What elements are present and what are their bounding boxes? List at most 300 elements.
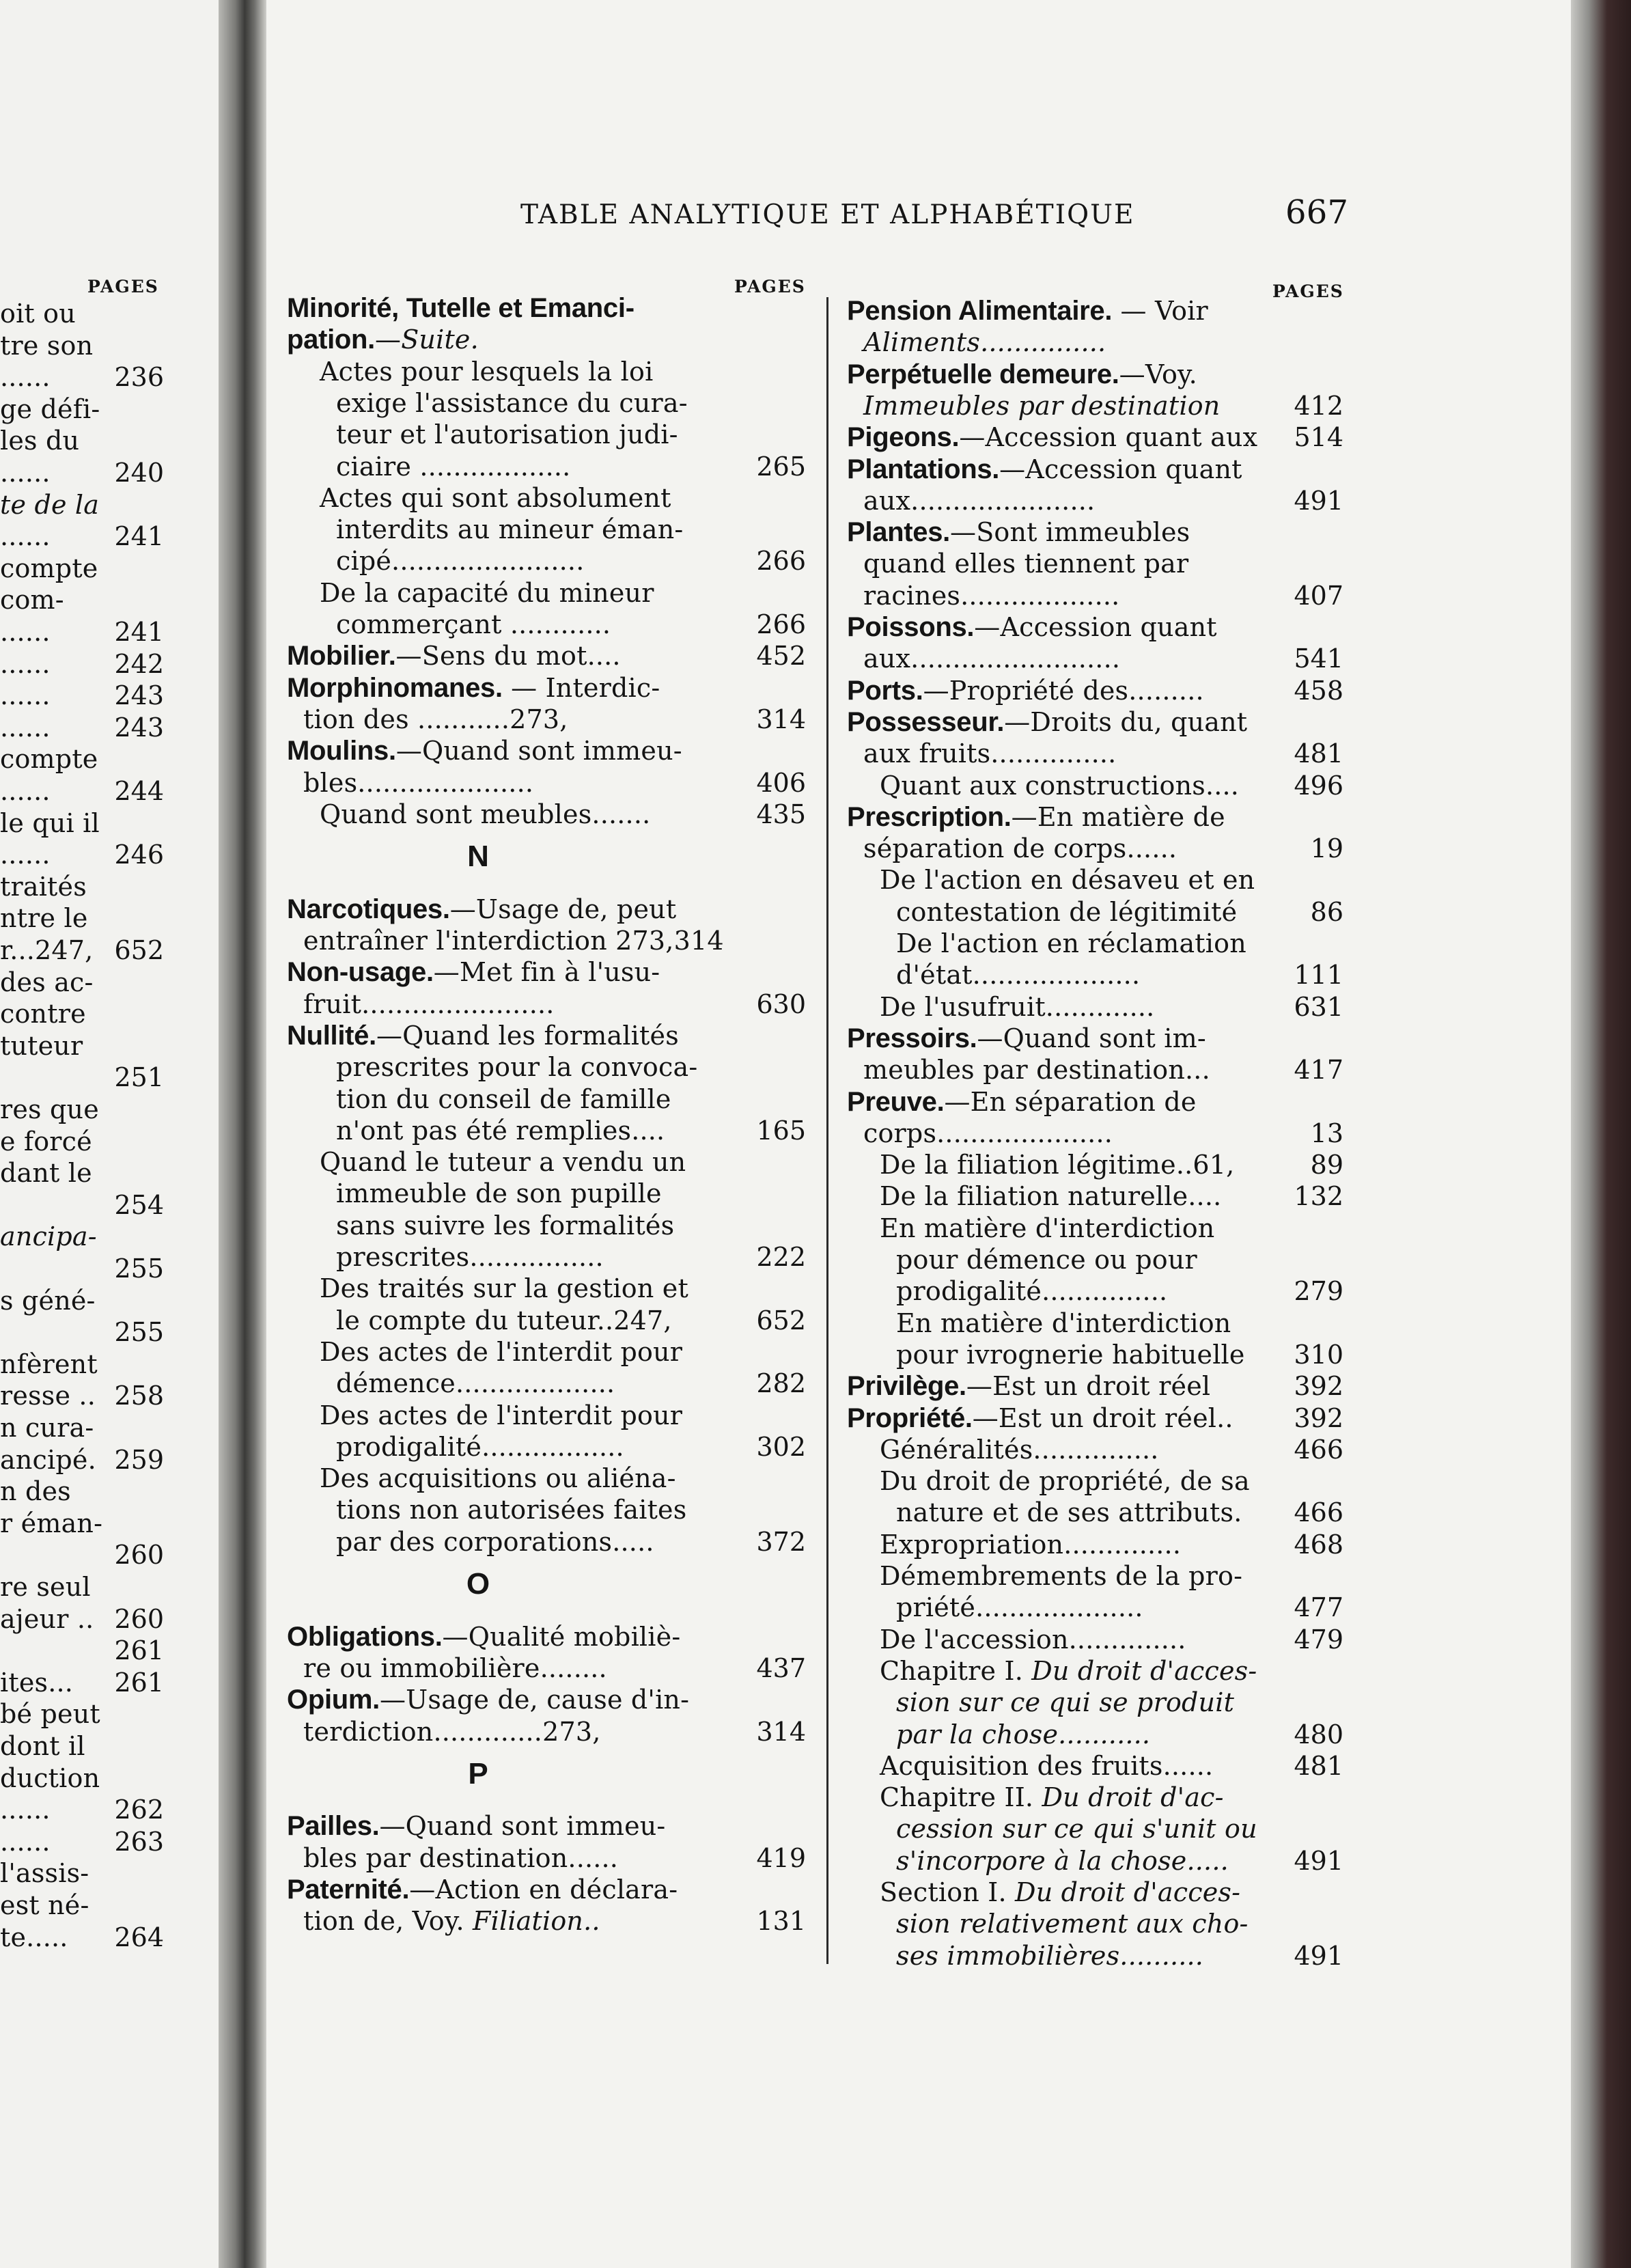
entry-term: Narcotiques. (287, 894, 450, 924)
index-entry-line (336, 514, 683, 545)
entry-text: Des actes de l'interdit pour (320, 1336, 683, 1367)
fragment-text: l'assis- (0, 1858, 89, 1889)
page-reference: 412 (1294, 390, 1343, 421)
entry-text: —Action en déclara- (409, 1875, 678, 1905)
index-entry-line (303, 1716, 601, 1747)
fragment-text: ...... (0, 712, 51, 743)
index-entry-line (863, 1118, 1113, 1149)
fragment-text: ...... (0, 362, 51, 393)
index-entry-heading (287, 1020, 679, 1051)
entry-italic-text: ses immobilières.......... (896, 1940, 1204, 1971)
index-entry-line (303, 1842, 618, 1874)
entry-term: Possesseur. (847, 706, 1005, 737)
index-entry-line (896, 1687, 1234, 1718)
page-reference: 244 (114, 776, 164, 806)
entry-term: Morphinomanes. (287, 672, 503, 703)
entry-text: —Droits du, quant (1004, 706, 1248, 737)
entry-text: prescrites................ (336, 1242, 604, 1272)
page-reference: 419 (756, 1842, 806, 1873)
column-divider (826, 297, 828, 1964)
index-entry-line (336, 1368, 615, 1399)
index-entry-line (320, 482, 671, 514)
index-entry-line (880, 1149, 1234, 1180)
entry-term: Pension Alimentaire. (847, 296, 1113, 326)
index-entry-line (880, 1434, 1159, 1465)
entry-text: teur et l'autorisation judi- (336, 419, 678, 450)
entry-term: Obligations. (287, 1621, 443, 1652)
index-entry-line (863, 327, 1106, 358)
page-reference: 241 (114, 521, 164, 552)
entry-text: —Est un droit réel.. (972, 1402, 1233, 1433)
index-entry-line (336, 545, 584, 577)
index-entry-heading (287, 1621, 680, 1652)
page-reference: 417 (1294, 1055, 1343, 1085)
page-reference: 479 (1294, 1624, 1343, 1655)
entry-text: —Accession quant (999, 454, 1242, 484)
index-entry-line (336, 451, 570, 482)
index-entry-line (336, 1051, 697, 1083)
section-letter: N (467, 840, 489, 874)
page-reference: 261 (114, 1635, 164, 1666)
page-reference: 458 (1294, 675, 1343, 706)
entry-text: entraîner l'interdiction 273,314 (303, 926, 724, 956)
fragment-text: ajeur .. (0, 1603, 94, 1634)
index-entry-line (863, 643, 1120, 674)
index-entry-line (303, 704, 568, 735)
entry-text: Quant aux constructions.... (880, 770, 1240, 801)
page-reference: 165 (756, 1115, 806, 1146)
entry-term: Ports. (847, 675, 923, 706)
index-entry-heading (287, 1874, 678, 1905)
entry-text: —Met fin à l'usu- (433, 957, 660, 988)
entry-text: —En matière de (1011, 801, 1225, 832)
index-entry-line (880, 1465, 1250, 1497)
page-reference: 652 (756, 1305, 806, 1336)
entry-text: —Usage de, peut (449, 894, 677, 924)
entry-text: pour démence ou pour (896, 1245, 1197, 1275)
index-entry-line (880, 1560, 1242, 1592)
entry-text: —Est un droit réel (966, 1371, 1211, 1402)
entry-text: De l'action en réclamation (896, 928, 1246, 958)
index-entry-line (863, 548, 1188, 579)
entry-italic-text: s'incorpore à la chose..... (896, 1845, 1229, 1876)
fragment-text: ...... (0, 458, 51, 488)
index-entry-line (896, 1275, 1167, 1307)
entry-term: Pailles. (287, 1811, 380, 1842)
index-entry-heading (287, 735, 682, 766)
index-entry-heading (847, 295, 1208, 327)
page-reference: 262 (114, 1795, 164, 1825)
index-entry-heading (287, 324, 479, 355)
entry-term: Paternité. (287, 1875, 410, 1905)
index-entry-line (880, 864, 1255, 896)
entry-text: De la filiation légitime..61, (880, 1150, 1235, 1180)
entry-text: priété.................... (896, 1592, 1143, 1623)
entry-text: prodigalité............... (896, 1276, 1168, 1307)
entry-text: nature et de ses attributs. (896, 1497, 1242, 1528)
fragment-text: ntre le (0, 903, 88, 934)
page-reference: 480 (1294, 1719, 1343, 1750)
fragment-text: le qui il (0, 807, 100, 838)
entry-text: —Sens du mot.... (395, 641, 621, 672)
index-entry-line (896, 1244, 1197, 1275)
page-reference: 258 (114, 1381, 164, 1411)
entry-text: Expropriation.............. (880, 1529, 1182, 1560)
page-reference: 240 (114, 458, 164, 488)
page-reference: 437 (756, 1652, 806, 1683)
fragment-text: nfèrent (0, 1349, 98, 1379)
entry-text: prescrites pour la convoca- (336, 1052, 698, 1083)
index-entry-heading (287, 1810, 665, 1842)
page-reference: 481 (1294, 1750, 1343, 1781)
page-reference: 314 (756, 704, 806, 734)
entry-text: —Quand sont immeu- (395, 736, 682, 766)
fragment-text: s géné- (0, 1285, 96, 1316)
entry-term: Nullité. (287, 1020, 376, 1051)
page-reference: 314 (756, 1716, 806, 1747)
entry-italic-text: Filiation.. (473, 1906, 600, 1937)
index-entry-heading (847, 1086, 1197, 1118)
index-entry-line (336, 1526, 654, 1558)
entry-text: Actes qui sont absolument (320, 482, 671, 513)
entry-text: prodigalité................. (336, 1431, 624, 1462)
fragment-text: te..... (0, 1922, 68, 1952)
fragment-text: oit ou (0, 299, 76, 329)
entry-text: par des corporations..... (336, 1526, 654, 1557)
index-entry-line (320, 356, 653, 387)
index-entry-heading (847, 516, 1190, 548)
fragment-text: re seul (0, 1572, 91, 1602)
fragment-text: ancipa- (0, 1221, 97, 1252)
page-reference: 541 (1294, 644, 1343, 674)
entry-text: —Accession quant aux (959, 422, 1258, 453)
page-reference: 260 (114, 1540, 164, 1571)
index-entry-line (336, 1083, 671, 1115)
fragment-text: ...... (0, 776, 51, 806)
entry-text: démence................... (336, 1368, 615, 1399)
page-reference: 452 (756, 641, 806, 672)
index-entry-line (303, 988, 555, 1020)
index-entry-line (303, 925, 724, 956)
page-reference: 255 (114, 1317, 164, 1348)
fragment-text: resse .. (0, 1381, 96, 1411)
entry-text: — Interdic- (502, 672, 660, 703)
page-reference: 246 (114, 840, 164, 870)
index-entry-line (336, 387, 688, 419)
index-entry-heading (847, 454, 1242, 485)
entry-text: —Sont immeubles (950, 517, 1190, 548)
entry-italic-text: Suite. (401, 324, 479, 355)
entry-text: De l'usufruit............. (880, 991, 1155, 1022)
entry-text: —Accession quant (974, 612, 1217, 642)
entry-text: — (375, 324, 402, 355)
entry-term: Pressoirs. (847, 1023, 977, 1053)
index-entry-line (880, 1213, 1214, 1244)
page-reference: 406 (756, 767, 806, 798)
page-reference: 263 (114, 1826, 164, 1857)
fragment-text: des ac- (0, 967, 94, 997)
index-entry-line (896, 1845, 1229, 1877)
entry-text: aux...................... (863, 485, 1096, 516)
entry-italic-text: sion sur ce qui se produit (896, 1687, 1235, 1718)
index-entry-line (303, 1652, 607, 1684)
index-entry-line (320, 1273, 688, 1304)
page-reference: 251 (114, 1062, 164, 1093)
index-entry-line (880, 991, 1154, 1023)
entry-term: pation. (287, 324, 375, 355)
index-entry-line (336, 1210, 674, 1241)
index-entry-line (880, 770, 1239, 801)
index-entry-line (320, 799, 650, 830)
section-letter: P (468, 1756, 488, 1790)
index-entry-line (880, 1750, 1213, 1782)
fragment-text: ...... (0, 1795, 51, 1825)
index-entry-heading (847, 1402, 1233, 1434)
entry-term: Opium. (287, 1685, 380, 1715)
entry-text: Du droit de propriété, de sa (880, 1466, 1250, 1497)
index-entry-heading (287, 672, 660, 704)
entry-term: Perpétuelle demeure. (847, 359, 1119, 389)
page-reference: 491 (1294, 485, 1343, 516)
entry-text: sans suivre les formalités (336, 1210, 675, 1241)
section-letter: O (466, 1567, 490, 1601)
index-entry-line (896, 1908, 1249, 1939)
entry-term: Propriété. (847, 1402, 973, 1433)
index-entry-line (336, 419, 678, 450)
index-entry-heading (287, 1684, 689, 1715)
page-reference: 266 (756, 609, 806, 639)
entry-text: De l'accession.............. (880, 1624, 1186, 1655)
entry-term: Preuve. (847, 1086, 945, 1117)
fragment-text: compte (0, 553, 98, 583)
index-entry-heading (287, 292, 635, 324)
page-reference: 86 (1310, 896, 1343, 927)
entry-text: Quand le tuteur a vendu un (320, 1147, 686, 1178)
entry-term: Plantes. (847, 517, 950, 548)
fragment-text: ...... (0, 521, 51, 552)
entry-italic-text: Aliments............... (863, 327, 1106, 358)
index-entry-line (896, 1497, 1242, 1528)
fragment-text: dont il (0, 1731, 85, 1761)
entry-italic-text: cession sur ce qui s'unit ou (896, 1814, 1257, 1844)
entry-italic-text: Du droit d'ac- (1042, 1782, 1224, 1813)
entry-text: — Voir (1112, 296, 1208, 326)
index-entry-line (863, 833, 1177, 864)
page-reference: 630 (756, 988, 806, 1019)
entry-text: tion des ...........273, (303, 704, 568, 734)
index-entry-line (863, 580, 1119, 611)
entry-italic-text: Immeubles par destination (863, 390, 1221, 421)
index-entry-heading (847, 706, 1247, 738)
index-entry-line (336, 609, 611, 640)
entry-text: fruit....................... (303, 988, 555, 1019)
page-reference: 13 (1310, 1118, 1343, 1148)
index-entry-line (320, 577, 654, 609)
index-entry-heading (847, 359, 1197, 390)
page-reference: 468 (1294, 1529, 1343, 1560)
index-entry-line (863, 1054, 1210, 1085)
index-entry-heading (847, 421, 1257, 453)
pages-label-left: PAGES (87, 277, 159, 296)
fragment-text: ge défi- (0, 393, 100, 424)
page-reference: 491 (1294, 1845, 1343, 1876)
entry-text: Des acquisitions ou aliéna- (320, 1463, 676, 1494)
index-entry-line (336, 1431, 624, 1463)
fragment-text: te de la (0, 489, 100, 520)
page-reference: 466 (1294, 1434, 1343, 1465)
page-header-title: TABLE ANALYTIQUE ET ALPHABÉTIQUE (520, 199, 1135, 230)
index-entry-line (336, 1178, 662, 1209)
index-entry-line (880, 1180, 1221, 1212)
entry-text: ciaire .................. (336, 451, 571, 482)
entry-text: meubles par destination... (863, 1055, 1210, 1085)
fragment-text: dant le (0, 1158, 92, 1189)
index-entry-heading (847, 801, 1225, 833)
index-entry-line (896, 1592, 1143, 1623)
entry-text: De l'action en désaveu et en (880, 865, 1255, 896)
page-reference: 477 (1294, 1592, 1343, 1623)
entry-text: En matière d'interdiction (896, 1308, 1231, 1338)
index-entry-line (896, 1719, 1150, 1750)
entry-text: n'ont pas été remplies.... (336, 1115, 665, 1146)
fragment-text: res que (0, 1094, 99, 1124)
page-reference: 259 (114, 1444, 164, 1475)
entry-text: re ou immobilière........ (303, 1652, 607, 1683)
entry-term: Minorité, Tutelle et Emanci- (287, 293, 635, 323)
index-entry-line (896, 959, 1140, 991)
entry-text: aux fruits............... (863, 738, 1117, 769)
entry-text: d'état.................... (896, 960, 1141, 991)
fragment-text: tre son (0, 330, 94, 361)
page-reference: 302 (756, 1431, 806, 1462)
entry-text: —En séparation de (944, 1086, 1197, 1117)
entry-text: racines................... (863, 580, 1120, 611)
index-entry-line (880, 1655, 1257, 1687)
page-reference: 236 (114, 362, 164, 393)
fragment-text: compte (0, 744, 98, 775)
entry-text: Acquisition des fruits...... (880, 1750, 1214, 1781)
index-entry-line (896, 896, 1237, 928)
fragment-text: duction (0, 1762, 100, 1793)
fragment-text: tuteur (0, 1030, 83, 1061)
index-entry-line (880, 1624, 1186, 1655)
page-reference: 652 (114, 935, 164, 965)
index-entry-line (896, 928, 1246, 959)
page-reference: 491 (1294, 1940, 1343, 1971)
fragment-text: contre (0, 999, 86, 1029)
fragment-text: est né- (0, 1890, 89, 1920)
index-entry-line (320, 1146, 686, 1178)
fragment-text: ...... (0, 840, 51, 870)
left-page-fragment (0, 0, 219, 2268)
index-entry-line (880, 1782, 1224, 1813)
page-reference: 466 (1294, 1497, 1343, 1528)
book-right-edge (1571, 0, 1631, 2268)
entry-text: En matière d'interdiction (880, 1213, 1215, 1243)
page-reference: 392 (1294, 1402, 1343, 1433)
index-entry-line (336, 1115, 665, 1146)
entry-text: interdits au mineur éman- (336, 514, 684, 545)
fragment-text: ites... (0, 1667, 74, 1698)
fragment-text: les du (0, 426, 80, 456)
entry-term: Moulins. (287, 736, 396, 766)
page-reference: 222 (756, 1242, 806, 1272)
index-entry-line (303, 767, 533, 799)
page-reference: 19 (1310, 833, 1343, 864)
page-reference: 265 (756, 451, 806, 482)
page-reference: 243 (114, 712, 164, 743)
index-entry-heading (287, 894, 676, 925)
entry-term: Privilège. (847, 1371, 966, 1402)
entry-text: exige l'assistance du cura- (336, 387, 688, 418)
entry-text: aux......................... (863, 644, 1121, 674)
page-reference: 264 (114, 1922, 164, 1952)
entry-text: cipé....................... (336, 546, 585, 577)
page-reference: 631 (1294, 991, 1343, 1022)
page-reference: 254 (114, 1189, 164, 1220)
entry-text: Des traités sur la gestion et (320, 1273, 688, 1304)
entry-text: contestation de légitimité (896, 896, 1238, 927)
index-entry-heading (847, 675, 1204, 706)
fragment-text: com- (0, 585, 64, 616)
entry-term: Plantations. (847, 454, 1000, 484)
page-reference: 392 (1294, 1371, 1343, 1402)
index-entry-line (863, 485, 1095, 516)
page-reference: 243 (114, 680, 164, 711)
page-reference: 279 (1294, 1276, 1343, 1307)
page-reference: 261 (114, 1667, 164, 1698)
fragment-text: r éman- (0, 1508, 103, 1538)
index-entry-heading (847, 1370, 1210, 1402)
entry-text: Des actes de l'interdit pour (320, 1400, 683, 1430)
index-entry-line (896, 1308, 1231, 1339)
fragment-text: r...247, (0, 935, 94, 965)
index-page (266, 0, 1571, 2268)
fragment-text: ...... (0, 617, 51, 647)
page-reference: 241 (114, 617, 164, 647)
index-entry-line (896, 1813, 1257, 1844)
entry-italic-text: Du droit d'acces- (1031, 1655, 1257, 1686)
entry-text: —Quand sont immeu- (379, 1811, 666, 1842)
entry-italic-text: Du droit d'acces- (1015, 1877, 1241, 1907)
entry-text: pour ivrognerie habituelle (896, 1339, 1245, 1370)
entry-text: tion du conseil de famille (336, 1083, 671, 1114)
entry-text: Chapitre II. (880, 1782, 1042, 1813)
index-entry-heading (847, 1023, 1206, 1054)
page-reference: 282 (756, 1368, 806, 1399)
page-reference: 111 (1294, 960, 1343, 991)
fragment-text: ...... (0, 648, 51, 679)
entry-text: —Quand les formalités (376, 1020, 679, 1051)
entry-term: Non-usage. (287, 957, 434, 988)
page-reference: 514 (1294, 422, 1343, 453)
fragment-text: ...... (0, 680, 51, 711)
fragment-text: ...... (0, 1826, 51, 1857)
entry-text: corps..................... (863, 1118, 1113, 1148)
index-entry-line (880, 1877, 1240, 1908)
entry-text: —Quand sont im- (977, 1023, 1206, 1053)
entry-text: séparation de corps...... (863, 833, 1177, 864)
entry-text: Démembrements de la pro- (880, 1561, 1243, 1591)
index-entry-line (320, 1463, 676, 1494)
entry-text: commerçant ............ (336, 609, 611, 639)
entry-text: Quand sont meubles....... (320, 799, 651, 829)
page-reference: 266 (756, 546, 806, 577)
fragment-text: traités (0, 871, 87, 902)
index-entry-line (303, 1905, 600, 1937)
page-reference: 255 (114, 1254, 164, 1284)
entry-text: le compte du tuteur..247, (336, 1305, 672, 1336)
